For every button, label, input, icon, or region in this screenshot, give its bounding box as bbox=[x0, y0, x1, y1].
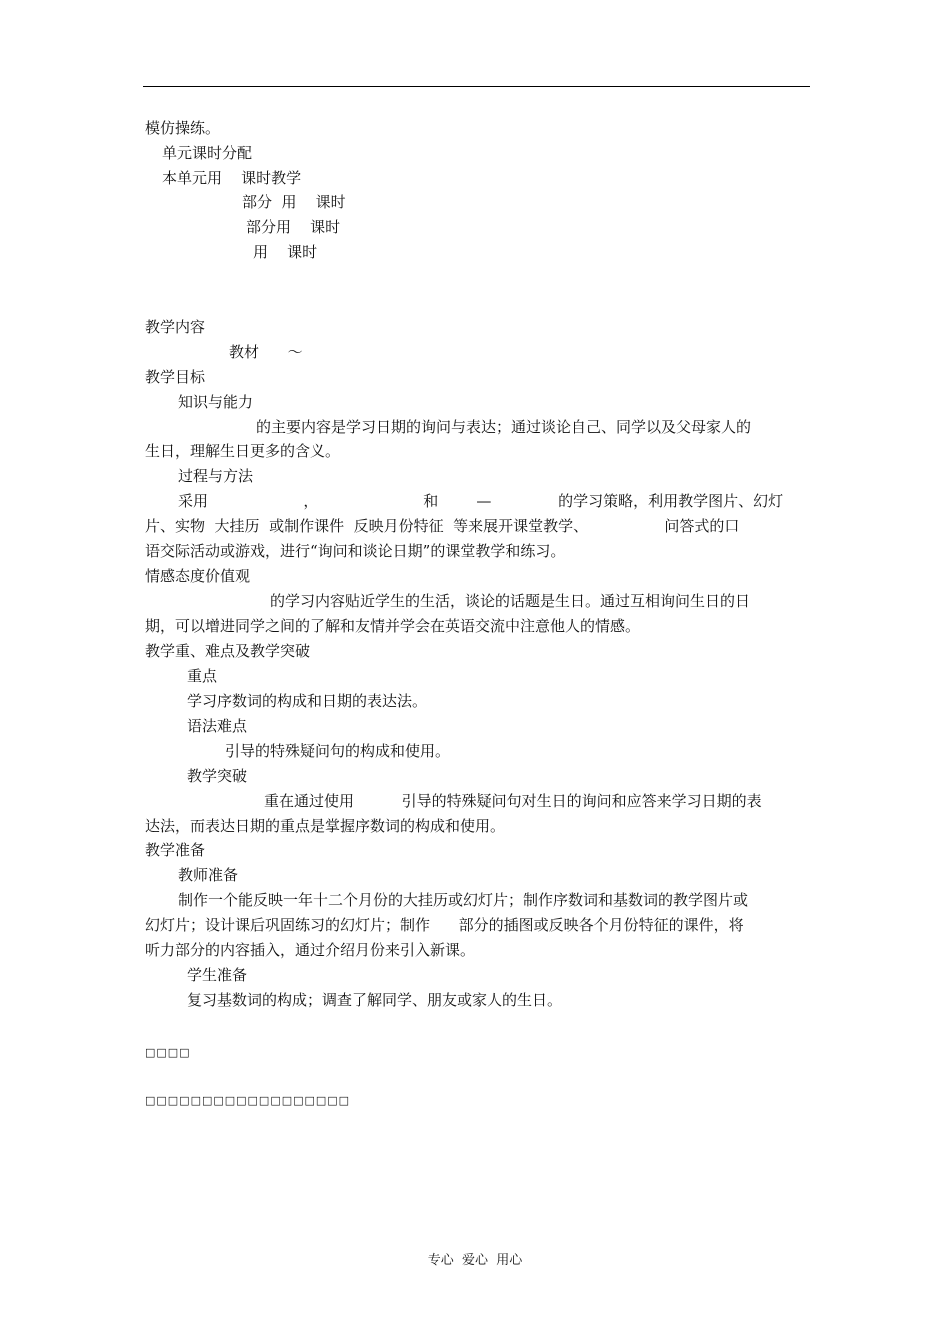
subsection-heading: 知识与能力 bbox=[178, 393, 254, 411]
text-line: 用 课时 bbox=[253, 243, 318, 261]
subsection-heading: 语法难点 bbox=[187, 717, 248, 735]
text-line: 模仿操练。 bbox=[145, 119, 221, 137]
text-line: 语交际活动或游戏，进行“询问和谈论日期”的课堂教学和练习。 bbox=[145, 542, 566, 560]
text-line: 教材 ～ bbox=[229, 343, 303, 361]
text-line: 期，可以增进同学之间的了解和友情并学会在英语交流中注意他人的情感。 bbox=[145, 617, 641, 635]
section-heading: 教学重、难点及教学突破 bbox=[145, 642, 311, 660]
text-line: 学习序数词的构成和日期的表达法。 bbox=[187, 692, 428, 710]
text-line: 本单元用 课时教学 bbox=[162, 169, 302, 187]
page-footer: 专心 爱心 用心 bbox=[427, 1253, 523, 1268]
section-heading: 教学内容 bbox=[145, 318, 206, 336]
text-line: 的学习内容贴近学生的生活，谈论的话题是生日。通过互相询问生日的日 bbox=[270, 592, 751, 610]
subsection-heading: 学生准备 bbox=[187, 966, 248, 984]
missing-glyph-line: □□□□□□□□□□□□□□□□□□ bbox=[145, 1094, 351, 1107]
text-line: 采用 ， 和 — 的学习策略，利用教学图片、幻灯 bbox=[178, 492, 784, 510]
text-line: 制作一个能反映一年十二个月份的大挂历或幻灯片；制作序数词和基数词的教学图片或 bbox=[178, 891, 749, 909]
text-line: 复习基数词的构成；调查了解同学、朋友或家人的生日。 bbox=[187, 991, 563, 1009]
section-heading: 单元课时分配 bbox=[162, 144, 253, 162]
subsection-heading: 教师准备 bbox=[178, 866, 239, 884]
text-line: 的主要内容是学习日期的询问与表达；通过谈论自己、同学以及父母家人的 bbox=[256, 418, 752, 436]
text-line: 部分 用 课时 bbox=[242, 193, 346, 211]
text-line: 部分用 课时 bbox=[246, 218, 341, 236]
section-heading: 教学准备 bbox=[145, 841, 206, 859]
header-rule bbox=[143, 86, 810, 87]
subsection-heading: 重点 bbox=[187, 667, 218, 685]
text-line: 片、实物 大挂历 或制作课件 反映月份特征 等来展开课堂教学、 问答式的口 bbox=[145, 517, 740, 535]
text-line: 引导的特殊疑问句的构成和使用。 bbox=[225, 742, 451, 760]
text-line: 达法，而表达日期的重点是掌握序数词的构成和使用。 bbox=[145, 817, 506, 835]
text-line: 幻灯片；设计课后巩固练习的幻灯片；制作 部分的插图或反映各个月份特征的课件，将 bbox=[145, 916, 744, 934]
text-line: 听力部分的内容插入，通过介绍月份来引入新课。 bbox=[145, 941, 476, 959]
section-heading: 教学目标 bbox=[145, 368, 206, 386]
missing-glyph-line: □□□□ bbox=[145, 1046, 191, 1059]
section-heading: 情感态度价值观 bbox=[145, 567, 251, 585]
text-line: 生日，理解生日更多的含义。 bbox=[145, 442, 341, 460]
subsection-heading: 教学突破 bbox=[187, 767, 248, 785]
text-line: 重在通过使用 引导的特殊疑问句对生日的询问和应答来学习日期的表 bbox=[264, 792, 762, 810]
subsection-heading: 过程与方法 bbox=[178, 467, 254, 485]
